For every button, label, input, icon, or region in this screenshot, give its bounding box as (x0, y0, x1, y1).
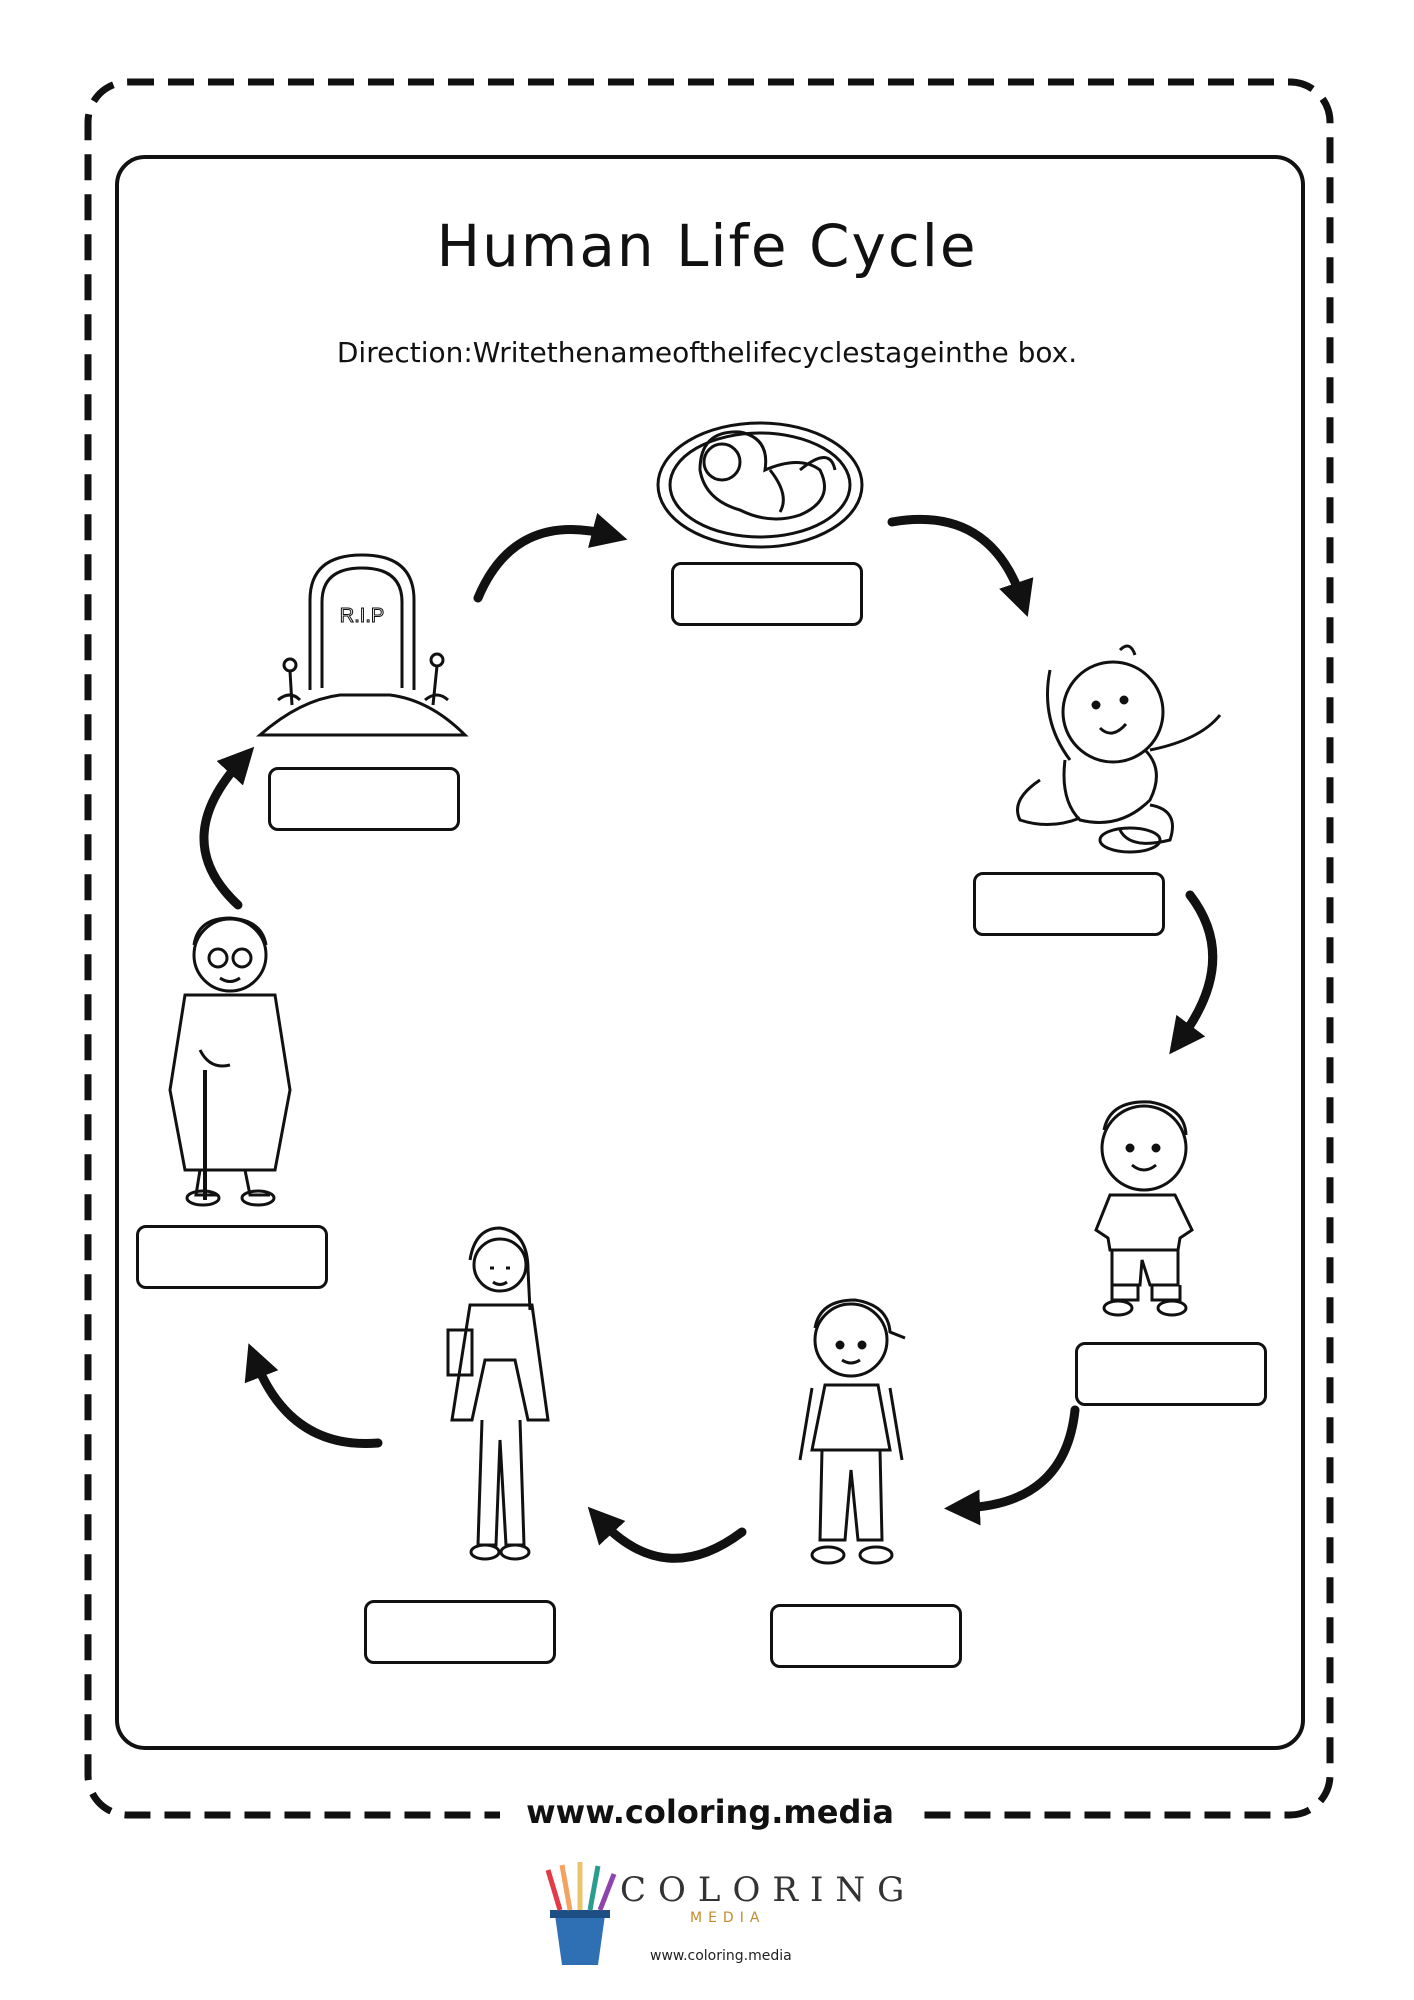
answer-box-adult[interactable] (364, 1600, 556, 1664)
fetus-icon (658, 423, 862, 547)
answer-box-death[interactable] (268, 767, 460, 831)
arrow-icon (255, 1360, 378, 1444)
gravestone-icon (260, 555, 465, 735)
child-icon (1096, 1102, 1192, 1315)
answer-box-fetus[interactable] (671, 562, 863, 626)
elderly-icon (170, 918, 290, 1205)
pencil-cup-icon (540, 1860, 620, 1970)
arrow-icon (204, 760, 242, 905)
page-title: Human Life Cycle (436, 212, 978, 280)
arrow-icon (1180, 895, 1213, 1040)
answer-box-baby[interactable] (973, 872, 1165, 936)
arrow-icon (892, 519, 1022, 600)
answer-box-teenager[interactable] (770, 1604, 962, 1668)
answer-box-elderly[interactable] (136, 1225, 328, 1289)
teenager-icon (800, 1300, 905, 1563)
adult-icon (448, 1228, 548, 1559)
brand-subtitle: MEDIA (690, 1910, 766, 1926)
brand-name: COLORING (620, 1870, 917, 1910)
footer-url[interactable]: www.coloring.media (500, 1793, 920, 1831)
answer-box-child[interactable] (1075, 1342, 1267, 1406)
direction-text: Direction:Writethenameofthelifecyclestageinthe box. (336, 336, 1078, 369)
brand-url[interactable]: www.coloring.media (650, 1948, 792, 1964)
baby-icon (1018, 646, 1221, 852)
arrow-icon (478, 529, 610, 598)
brand-logo (540, 1860, 917, 1990)
arrow-icon (600, 1520, 742, 1558)
arrow-icon (962, 1410, 1075, 1508)
rip-engraving: R.I.P (339, 605, 385, 627)
cycle-arrows (204, 519, 1213, 1558)
